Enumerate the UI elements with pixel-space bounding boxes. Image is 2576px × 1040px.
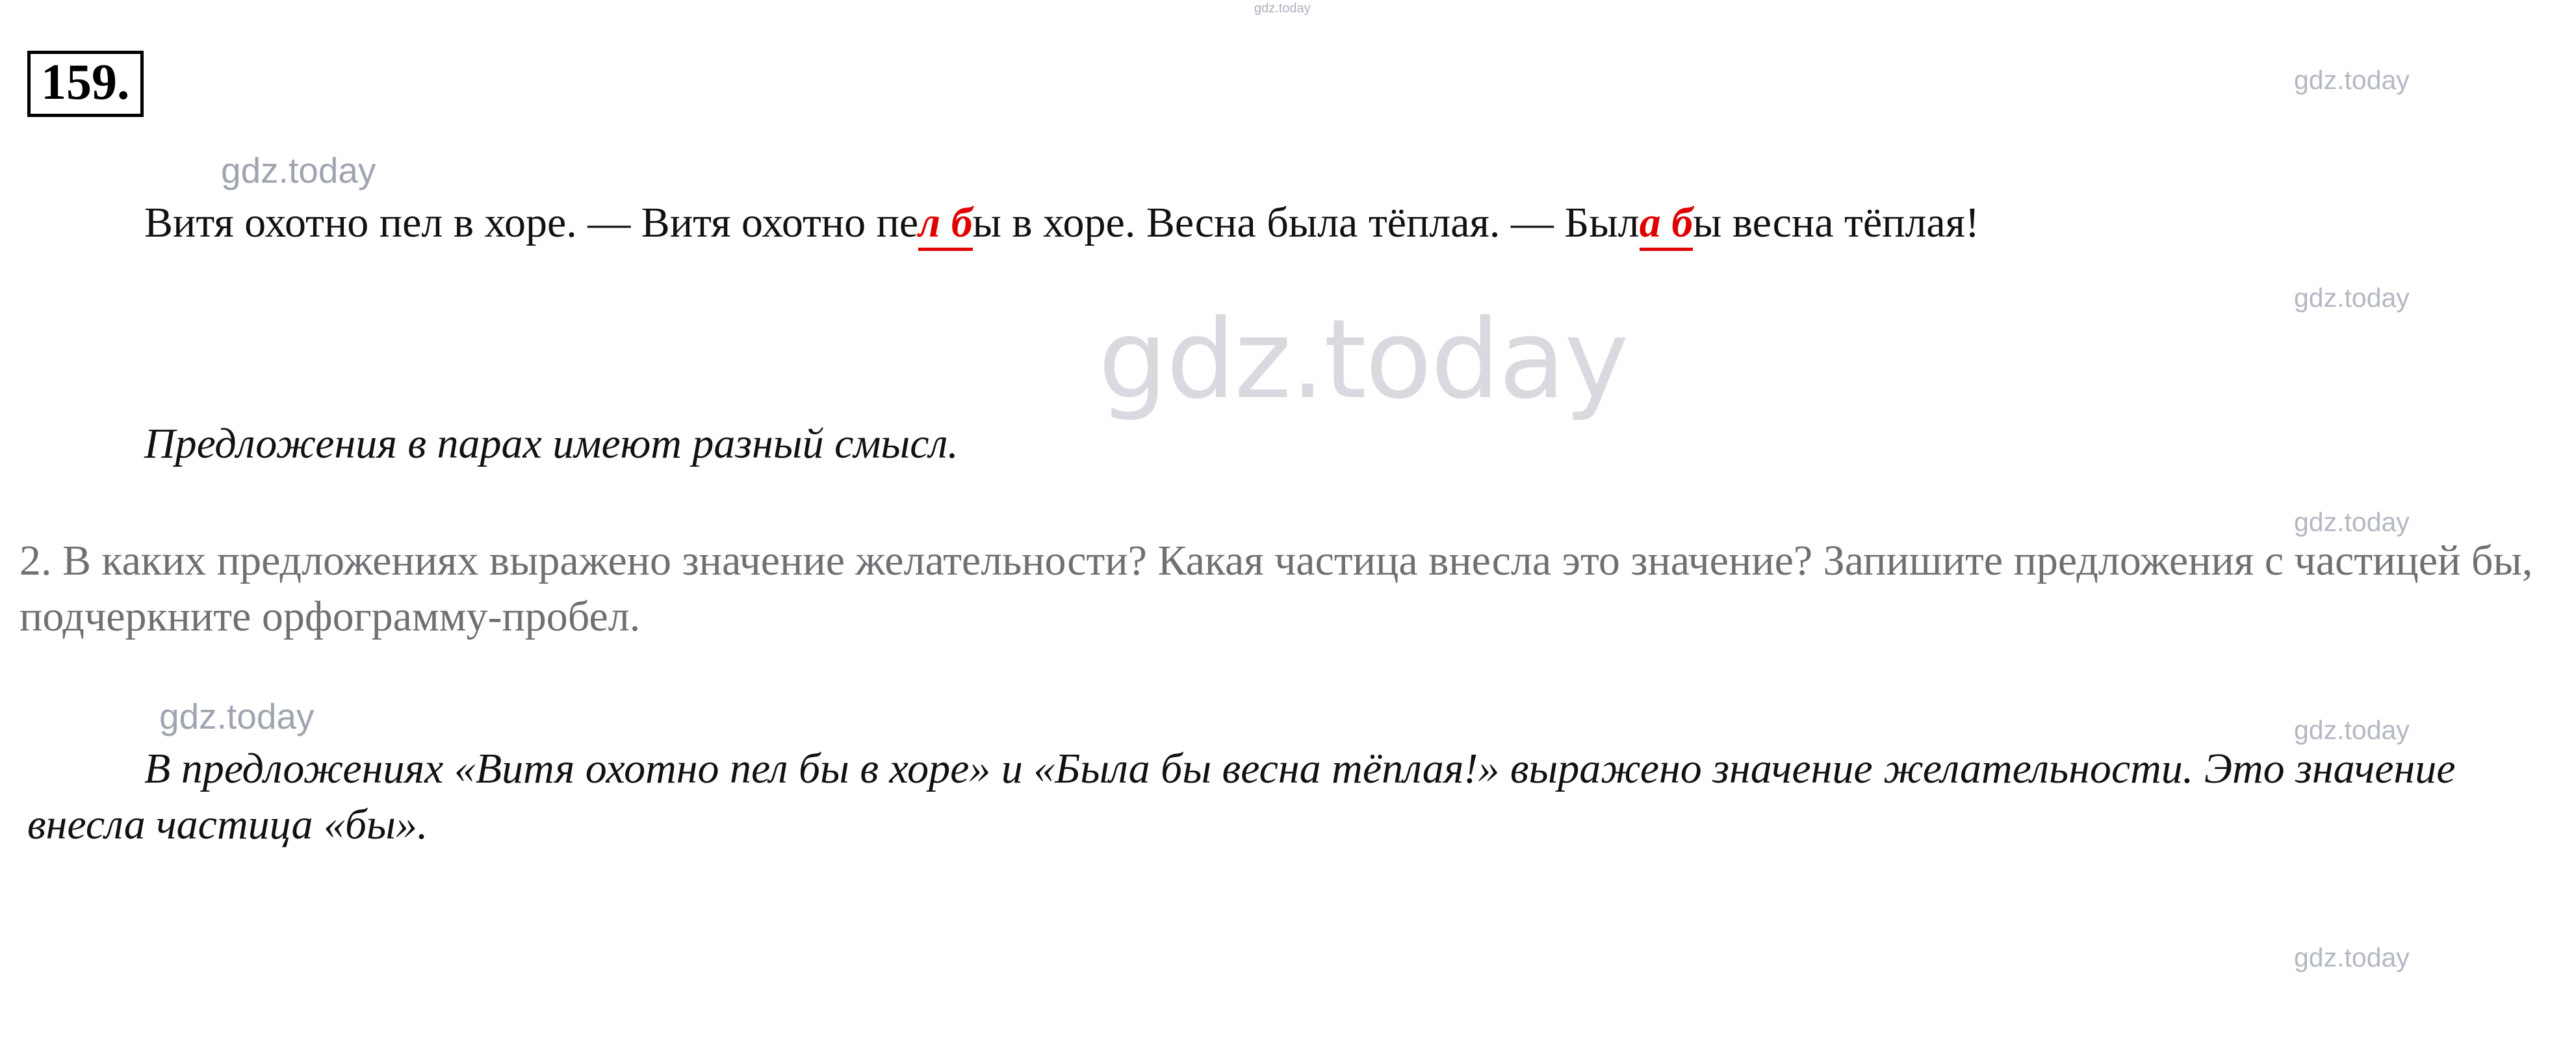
watermark-right-mid: gdz.today bbox=[2294, 507, 2410, 537]
highlight-particle-1: л б bbox=[918, 199, 972, 251]
exercise-number: 159. bbox=[27, 51, 144, 117]
watermark-top-right: gdz.today bbox=[2294, 65, 2410, 95]
sentence-part-1: Витя охотно пел в хоре. — Витя охотно пе bbox=[144, 199, 919, 246]
sentence-pair-paragraph bbox=[27, 195, 2542, 251]
highlight-particle-2: а б bbox=[1640, 199, 1693, 251]
task-2-paragraph: 2. В каких предложениях выражено значение желательности? Какая частица внесла это значение? Запишите предложения с частицей бы, подчеркните орфограмму-пробел. bbox=[19, 537, 2533, 640]
watermark-right-upper: gdz.today bbox=[2294, 283, 2410, 313]
sentence-part-2: ы в хоре. Весна была тёплая. — Был bbox=[972, 199, 1640, 246]
watermark-top: gdz.today bbox=[1254, 1, 1311, 16]
watermark-left-lower: gdz.today bbox=[159, 696, 315, 736]
sentence-part-3: ы весна тёплая! bbox=[1693, 199, 1980, 246]
watermark-left-upper: gdz.today bbox=[221, 150, 376, 190]
answer-paragraph-1: Предложения в парах имеют разный смысл. bbox=[144, 420, 959, 467]
watermark-bottom-right: gdz.today bbox=[2294, 942, 2410, 972]
watermark-right-lower: gdz.today bbox=[2294, 715, 2410, 745]
answer-paragraph-2: В предложениях «Витя охотно пел бы в хоре» и «Была бы весна тёплая!» выражено значение желательности. Это значение внесла частица «бы». bbox=[27, 745, 2456, 848]
watermark-center-large: gdz.today bbox=[1098, 296, 1628, 423]
